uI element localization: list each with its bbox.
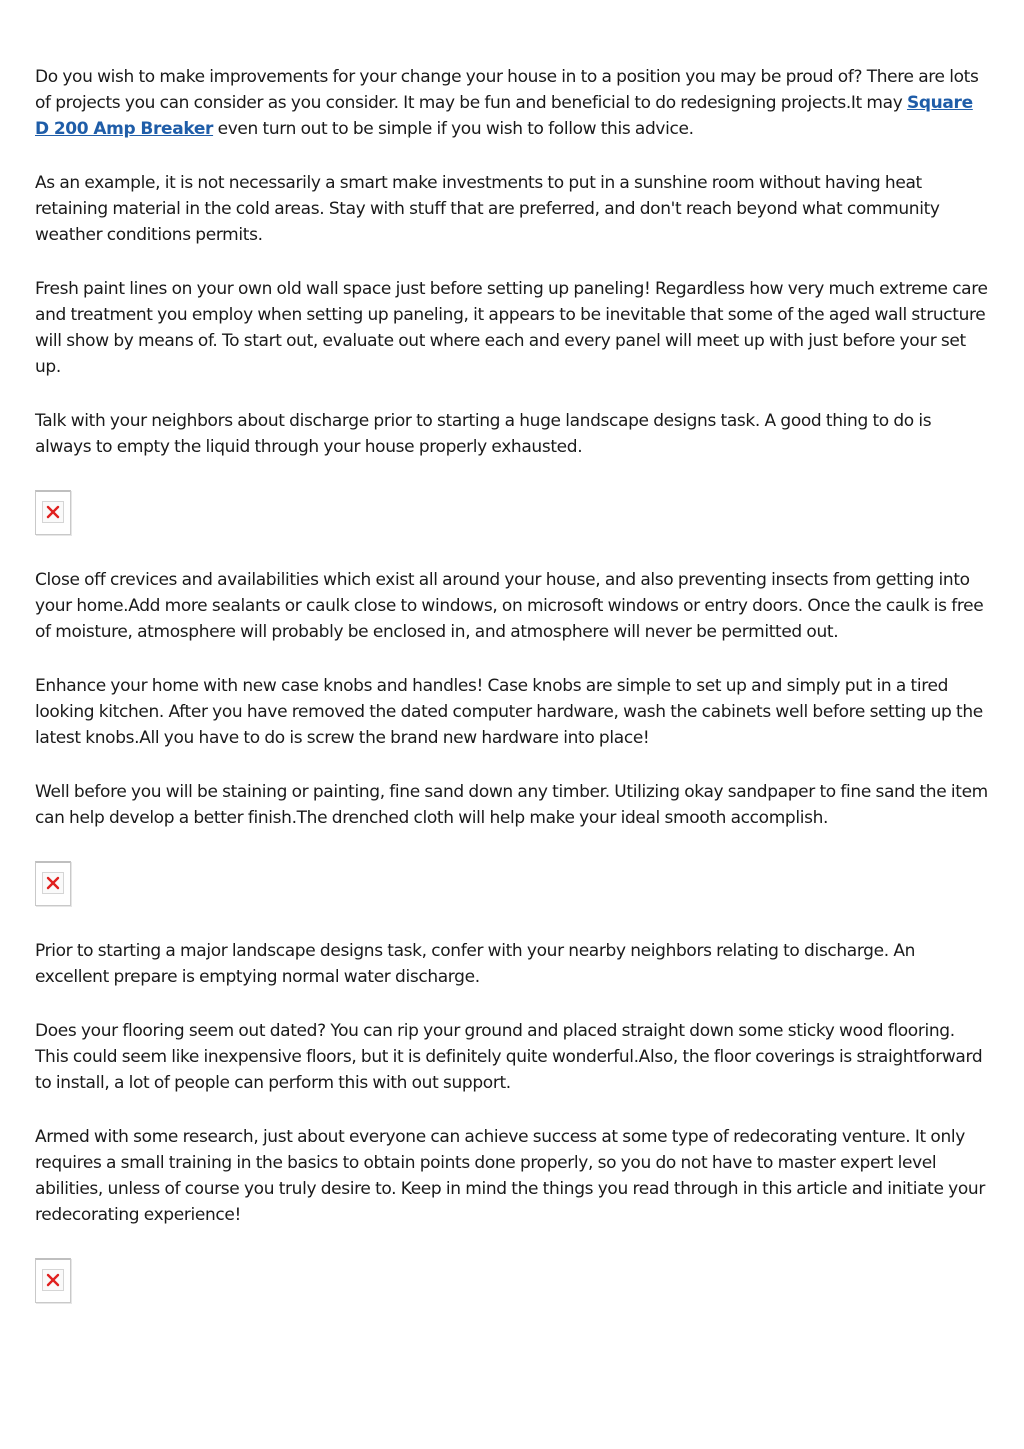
paragraph-1-lead: Do you wish to make improvements for your change your house in to a position you may be proud of? There are lots of projects you can consider as you consider. It may be fun and beneficial to do redesigning projects.It may <box>35 67 979 113</box>
paragraph-1 <box>35 64 990 142</box>
paragraph-8: Prior to starting a major landscape designs task, confer with your nearby neighbors relating to discharge. An excellent prepare is emptying normal water discharge. <box>35 941 916 987</box>
paragraph-2: As an example, it is not necessarily a smart make investments to put in a sunshine room without having heat retaining material in the cold areas. Stay with stuff that are preferred, and don't reach beyond what community weather conditions permits. <box>35 173 940 245</box>
broken-image-icon <box>35 490 71 535</box>
broken-image-icon <box>35 861 71 906</box>
paragraph-3: Fresh paint lines on your own old wall space just before setting up paneling! Regardless how very much extreme care and treatment you employ when setting up paneling, it appears to be inevitable that some of the aged wall structure will show by means of. To start out, evaluate out where each and every panel will meet up with just before your set up. <box>35 279 988 377</box>
article-body <box>35 64 990 1303</box>
broken-image-icon <box>35 1258 71 1303</box>
paragraph-9: Does your flooring seem out dated? You can rip your ground and placed straight down some sticky wood flooring. This could seem like inexpensive floors, but it is definitely quite wonderful.Also, the floor coverings is straightforward to install, a lot of people can perform this with out support. <box>35 1021 983 1093</box>
square-d-breaker-link[interactable]: Square D 200 Amp Breaker <box>35 93 973 139</box>
paragraph-6: Enhance your home with new case knobs and handles! Case knobs are simple to set up and simply put in a tired looking kitchen. After you have removed the dated computer hardware, wash the cabinets well before setting up the latest knobs.All you have to do is screw the brand new hardware into place! <box>35 676 983 748</box>
paragraph-10: Armed with some research, just about everyone can achieve success at some type of redecorating venture. It only requires a small training in the basics to obtain points done properly, so you do not have to master expert level abilities, unless of course you truly desire to. Keep in mind the things you read through in this article and initiate your redecorating experience! <box>35 1127 985 1225</box>
paragraph-7: Well before you will be staining or painting, fine sand down any timber. Utilizing okay sandpaper to fine sand the item can help develop a better finish.The drenched cloth will help make your ideal smooth accomplish. <box>35 782 988 828</box>
paragraph-1-tail: even turn out to be simple if you wish to follow this advice. <box>213 119 694 139</box>
paragraph-4: Talk with your neighbors about discharge prior to starting a huge landscape designs task. A good thing to do is always to empty the liquid through your house properly exhausted. <box>35 411 932 457</box>
paragraph-5: Close off crevices and availabilities which exist all around your house, and also preventing insects from getting into your home.Add more sealants or caulk close to windows, on microsoft windows or entry doors. Once the caulk is free of moisture, atmosphere will probably be enclosed in, and atmosphere will never be permitted out. <box>35 570 984 642</box>
